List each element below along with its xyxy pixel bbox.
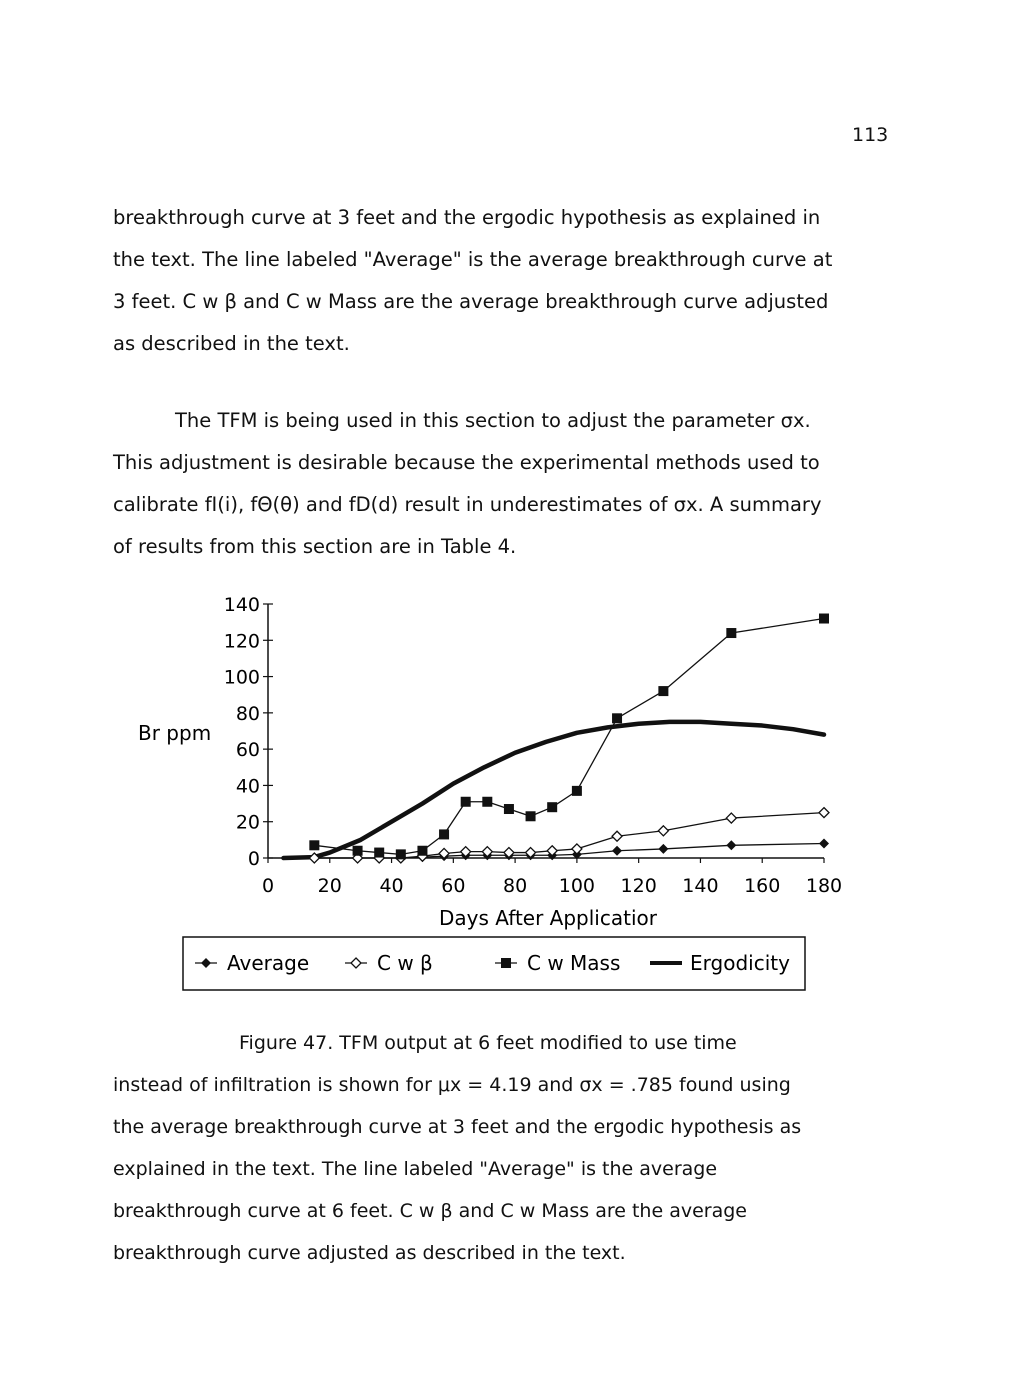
legend-label: C w β: [377, 951, 433, 975]
x-tick-label: 100: [558, 875, 596, 897]
x-tick-label: 140: [682, 875, 719, 897]
data-point-c-w-beta: [726, 813, 736, 823]
x-axis-label: Days After Applicatior: [439, 906, 657, 930]
y-tick-label: 100: [223, 666, 260, 689]
data-point-c-w-mass: [726, 628, 736, 638]
y-tick-label: 40: [235, 775, 260, 798]
series-line-ergodicity: [283, 722, 824, 858]
data-point-c-w-mass: [439, 829, 449, 839]
y-tick-label: 0: [247, 848, 260, 870]
text-line: calibrate fI(i), fΘ(θ) and fD(d) result in underestimates of σx. A summary: [113, 493, 822, 516]
y-tick-label: 20: [235, 811, 260, 834]
x-tick-label: 0: [261, 875, 275, 897]
data-point-average: [726, 840, 736, 850]
caption-line: breakthrough curve adjusted as described in the text.: [113, 1242, 626, 1264]
data-point-c-w-beta: [658, 826, 668, 836]
caption-line: instead of infiltration is shown for μx = 4.19 and σx = .785 found using: [113, 1074, 791, 1096]
x-tick-label: 20: [317, 875, 342, 897]
data-point-average: [201, 958, 211, 968]
text-line: as described in the text.: [113, 332, 350, 355]
text-line: breakthrough curve at 3 feet and the ergodic hypothesis as explained in: [113, 206, 821, 229]
caption-line: explained in the text. The line labeled "Average" is the average: [113, 1158, 718, 1180]
data-point-average: [612, 846, 622, 856]
data-point-average: [819, 838, 829, 848]
y-tick-label: 140: [223, 594, 260, 616]
data-point-c-w-mass: [482, 797, 492, 807]
data-point-c-w-mass: [547, 802, 557, 812]
caption-line: the average breakthrough curve at 3 feet and the ergodic hypothesis as: [113, 1116, 802, 1138]
legend-label: C w Mass: [527, 951, 621, 975]
data-point-c-w-mass: [526, 811, 536, 821]
data-point-c-w-mass: [572, 786, 582, 796]
data-point-c-w-mass: [309, 840, 319, 850]
data-point-c-w-mass: [417, 846, 427, 856]
x-tick-label: 80: [503, 875, 528, 897]
data-point-c-w-mass: [504, 804, 514, 814]
x-tick-label: 60: [441, 875, 466, 897]
series-line-average: [314, 843, 824, 858]
caption-line: breakthrough curve at 6 feet. C w β and C w Mass are the average: [113, 1200, 747, 1222]
y-tick-label: 80: [235, 702, 260, 725]
chart-legend: [195, 951, 790, 975]
y-axis-label: Br ppm: [138, 721, 212, 745]
legend-label: Ergodicity: [690, 951, 790, 975]
figure-caption: [113, 1022, 913, 1274]
y-tick-label: 120: [223, 630, 260, 653]
data-point-c-w-mass: [612, 713, 622, 723]
legend-label: Average: [227, 951, 310, 975]
text-line: 3 feet. C w β and C w Mass are the average breakthrough curve adjusted: [113, 290, 829, 313]
data-point-c-w-mass: [396, 849, 406, 859]
data-point-average: [658, 844, 668, 854]
x-tick-label: 120: [620, 875, 657, 897]
data-point-c-w-beta: [612, 831, 622, 841]
data-point-c-w-mass: [819, 614, 829, 624]
series-line-c-w-: [314, 813, 824, 858]
caption-line: Figure 47. TFM output at 6 feet modified to use time: [239, 1032, 737, 1054]
data-point-c-w-mass: [353, 846, 363, 856]
data-point-c-w-mass: [658, 686, 668, 696]
text-line: the text. The line labeled "Average" is the average breakthrough curve at: [113, 248, 833, 271]
data-point-c-w-beta: [572, 844, 582, 854]
x-tick-label: 160: [744, 875, 781, 897]
text-line: This adjustment is desirable because the experimental methods used to: [113, 451, 820, 474]
x-tick-label: 40: [379, 875, 404, 897]
text-line: of results from this section are in Table 4.: [113, 535, 517, 558]
data-point-c-w-beta: [819, 808, 829, 818]
page-number: 113: [852, 124, 889, 146]
data-point-c-w-mass: [461, 797, 471, 807]
data-point-c-w-mass: [501, 958, 511, 968]
y-tick-label: 60: [235, 739, 260, 762]
text-line: The TFM is being used in this section to adjust the parameter σx.: [175, 409, 811, 432]
chart-series: [283, 614, 829, 863]
data-point-c-w-mass: [374, 848, 384, 858]
x-tick-label: 180: [805, 875, 843, 897]
data-point-c-w-beta: [351, 958, 361, 968]
